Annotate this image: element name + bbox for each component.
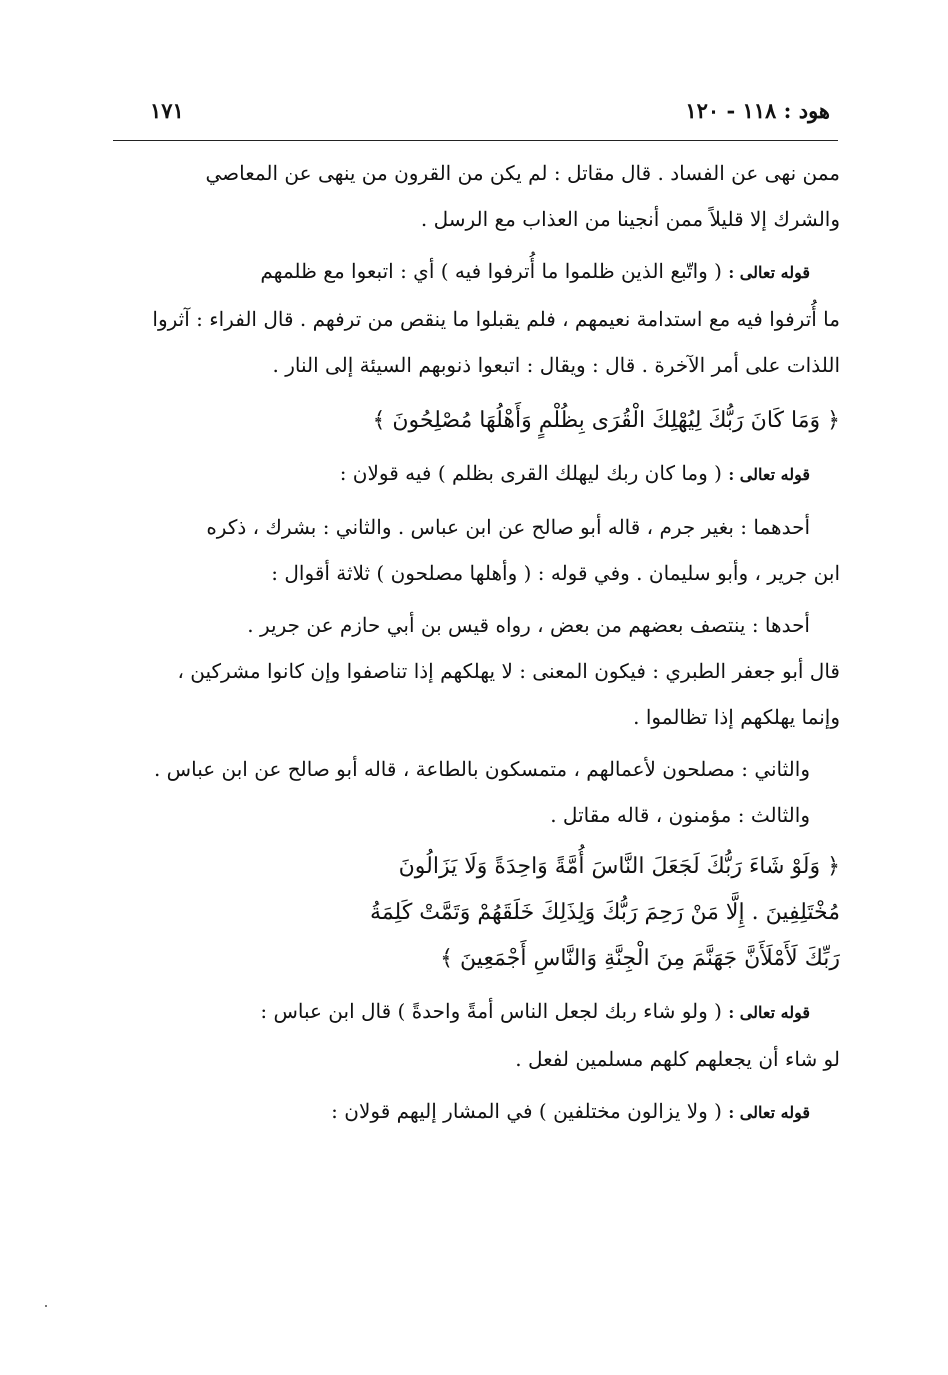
commentary-lead: قوله تعالى :: [728, 465, 810, 484]
text-line: وإنما يهلكهم إذا تظالموا .: [633, 705, 840, 729]
text-line: اللذات على أمر الآخرة . قال : ويقال : اتبعوا ذنوبهم السيئة إلى النار .: [272, 353, 840, 377]
page-header: [120, 92, 830, 132]
commentary-lead: قوله تعالى :: [728, 1003, 810, 1022]
running-title: هود : ١١٨ - ١٢٠: [685, 98, 830, 123]
text-line: والثاني : مصلحون لأعمالهم ، متمسكون بالطاعة ، قاله أبو صالح عن ابن عباس .: [153, 757, 810, 781]
text-line: ممن نهى عن الفساد . قال مقاتل : لم يكن من القرون من ينهى عن المعاصي: [205, 161, 840, 185]
page-number: ١٧١: [150, 98, 184, 123]
text-line: ابن جرير ، وأبو سليمان . وفي قوله : ( وأهلها مصلحون ) ثلاثة أقوال :: [271, 561, 840, 585]
margin-speck: [45, 1305, 47, 1307]
text-line: لو شاء أن يجعلهم كلهم مسلمين لفعل .: [515, 1047, 840, 1071]
text-line: أحدهما : بغير جرم ، قاله أبو صالح عن ابن عباس . والثاني : بشرك ، ذكره: [206, 515, 810, 539]
text-line: قوله تعالى : ( ولو شاء ربك لجعل الناس أمةً واحدةً ) قال ابن عباس :: [260, 999, 810, 1023]
text-line: والثالث : مؤمنون ، قاله مقاتل .: [550, 803, 810, 827]
quran-verse: رَبِّكَ لَأَمْلَأَنَّ جَهَنَّمَ مِنَ الْجِنَّةِ وَالنَّاسِ أَجْمَعِينَ ﴾: [440, 946, 840, 971]
quran-verse: ﴿ وَلَوْ شَاءَ رَبُّكَ لَجَعَلَ النَّاسَ أُمَّةً وَاحِدَةً وَلَا يَزَالُونَ: [398, 854, 840, 879]
text-line: قوله تعالى : ( وما كان ربك ليهلك القرى بظلم ) فيه قولان :: [339, 461, 810, 485]
commentary-lead: قوله تعالى :: [728, 263, 810, 282]
text-line: قال أبو جعفر الطبري : فيكون المعنى : لا يهلكهم إذا تناصفوا وإن كانوا مشركين ،: [177, 659, 840, 683]
text-line: قوله تعالى : ( واتّبع الذين ظلموا ما أُترفوا فيه ) أي : اتبعوا مع ظلمهم: [260, 259, 810, 283]
text-line: أحدها : ينتصف بعضهم من بعض ، رواه قيس بن أبي حازم عن جرير .: [247, 613, 810, 637]
commentary-lead: قوله تعالى :: [728, 1103, 810, 1122]
quran-verse: مُخْتَلِفِينَ . إِلَّا مَنْ رَحِمَ رَبُّكَ وَلِذَلِكَ خَلَقَهُمْ وَتَمَّتْ كَلِمَةُ: [370, 900, 840, 925]
text-line: والشرك إلا قليلاً ممن أنجينا من العذاب مع الرسل .: [420, 207, 840, 231]
quran-verse: ﴿ وَمَا كَانَ رَبُّكَ لِيُهْلِكَ الْقُرَى بِظُلْمٍ وَأَهْلُهَا مُصْلِحُونَ ﴾: [372, 408, 840, 433]
text-line: قوله تعالى : ( ولا يزالون مختلفين ) في المشار إليهم قولان :: [331, 1099, 810, 1123]
header-rule: [113, 140, 838, 141]
text-line: ما أُترفوا فيه مع استدامة نعيمهم ، فلم يقبلوا ما ينقص من ترفهم . قال الفراء : آثروا: [152, 307, 840, 331]
body-text: [112, 150, 840, 1136]
